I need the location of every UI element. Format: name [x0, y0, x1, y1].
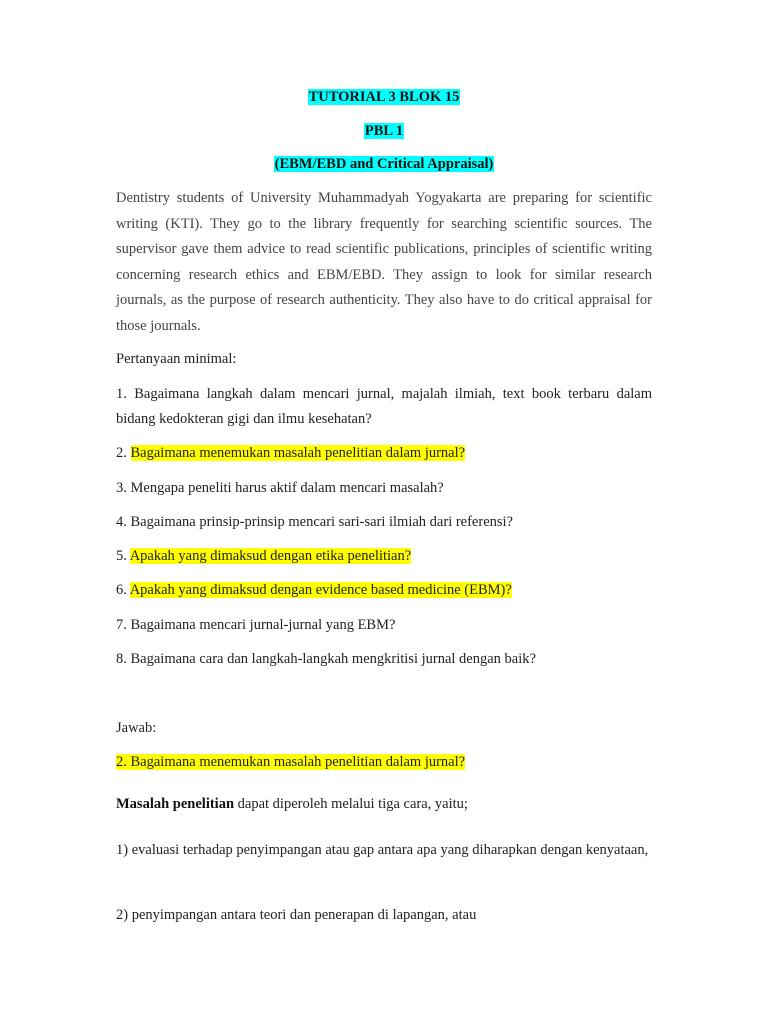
answer-question-text: 2. Bagaimana menemukan masalah penelitian dalam jurnal?	[116, 754, 466, 770]
question-7	[116, 616, 652, 634]
answer-lead-rest: dapat diperoleh melalui tiga cara, yaitu;	[234, 796, 468, 812]
question-8-num: 8.	[116, 651, 127, 667]
question-6-text: Apakah yang dimaksud dengan evidence based medicine (EBM)?	[129, 582, 512, 598]
question-2	[116, 444, 652, 462]
intro-paragraph: Dentistry students of University Muhammadyah Yogyakarta are preparing for scientific writing (KTI). They go to the library frequently for searching scientific sources. The supervisor gave them advice to read scientific publications, principles of scientific writing concerning research ethics and EBM/EBD. They assign to look for similar research journals, as the purpose of research authenticity. They also have to do critical appraisal for those journals.	[116, 190, 652, 334]
question-4	[116, 513, 652, 531]
questions-label: Pertanyaan minimal:	[116, 351, 237, 367]
question-8	[116, 650, 652, 668]
question-6	[116, 581, 652, 599]
answer-lead	[116, 795, 652, 813]
title-subtitle	[0, 155, 768, 173]
answer-point-1: 1) evaluasi terhadap penyimpangan atau gap antara apa yang diharapkan dengan kenyataan,	[116, 842, 649, 858]
question-5-num: 5.	[116, 548, 127, 564]
answer-lead-bold: Masalah penelitian	[116, 796, 235, 812]
question-3-text: Mengapa peneliti harus aktif dalam mencari masalah?	[130, 480, 444, 496]
title-subtitle-text: (EBM/EBD and Critical Appraisal)	[274, 156, 494, 172]
question-5-text: Apakah yang dimaksud dengan etika penelitian?	[129, 548, 412, 564]
question-1-num: 1.	[116, 386, 127, 402]
question-6-num: 6.	[116, 582, 127, 598]
question-2-num: 2.	[116, 445, 127, 461]
question-5	[116, 547, 652, 565]
question-3	[116, 479, 652, 497]
question-3-num: 3.	[116, 480, 127, 496]
question-4-num: 4.	[116, 514, 127, 530]
title-tutorial-text: TUTORIAL 3 BLOK 15	[308, 89, 460, 105]
answer-point-2: 2) penyimpangan antara teori dan penerapan di lapangan, atau	[116, 907, 477, 923]
title-tutorial	[0, 88, 768, 106]
answer-label: Jawab:	[116, 720, 157, 736]
question-2-text: Bagaimana menemukan masalah penelitian dalam jurnal?	[130, 445, 466, 461]
title-pbl	[0, 122, 768, 140]
question-1	[116, 382, 652, 432]
question-7-text: Bagaimana mencari jurnal-jurnal yang EBM?	[130, 617, 396, 633]
question-1-text: Bagaimana langkah dalam mencari jurnal, majalah ilmiah, text book terbaru dalam bidang kedokteran gigi dan ilmu kesehatan?	[116, 386, 653, 427]
title-pbl-text: PBL 1	[364, 123, 404, 139]
question-4-text: Bagaimana prinsip-prinsip mencari sari-sari ilmiah dari referensi?	[130, 514, 513, 530]
answer-question	[116, 753, 652, 771]
question-7-num: 7.	[116, 617, 127, 633]
question-8-text: Bagaimana cara dan langkah-langkah mengkritisi jurnal dengan baik?	[130, 651, 536, 667]
